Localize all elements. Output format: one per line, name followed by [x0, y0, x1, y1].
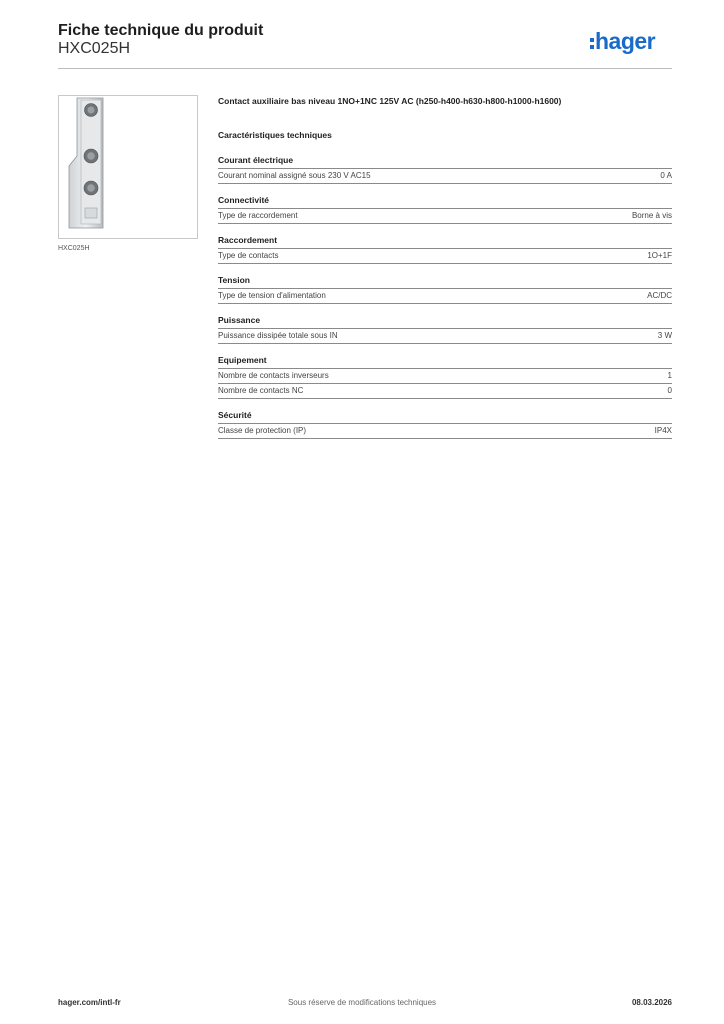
- spec-label: Classe de protection (IP): [218, 426, 307, 435]
- spec-row: [218, 384, 672, 399]
- spec-value: AC/DC: [647, 291, 672, 300]
- spec-label: Courant nominal assigné sous 230 V AC15: [218, 171, 371, 180]
- group-title: Puissance: [218, 315, 672, 329]
- footer-website-link[interactable]: hager.com/intl-fr: [58, 998, 121, 1007]
- logo-dots: [590, 38, 594, 49]
- document-title: Fiche technique du produit: [58, 22, 264, 39]
- spec-row: [218, 169, 672, 184]
- auxiliary-contact-illustration: [59, 96, 197, 238]
- spec-label: Nombre de contacts inverseurs: [218, 371, 329, 380]
- section-heading: Caractéristiques techniques: [218, 130, 332, 140]
- spec-value: Borne à vis: [631, 211, 672, 220]
- spec-group-puissance: [218, 315, 672, 344]
- spec-value: 0 A: [660, 171, 672, 180]
- spec-group-securite: [218, 410, 672, 439]
- spec-row: [218, 424, 672, 439]
- spec-value: IP4X: [654, 426, 672, 435]
- spec-row: [218, 249, 672, 264]
- spec-value: 1O+1F: [647, 251, 672, 260]
- spec-group-raccordement: [218, 235, 672, 264]
- spec-label: Type de tension d'alimentation: [218, 291, 326, 300]
- spec-label: Type de raccordement: [218, 211, 298, 220]
- group-title: Raccordement: [218, 235, 672, 249]
- group-title: Courant électrique: [218, 155, 672, 169]
- header-divider: [58, 68, 672, 69]
- footer-date: 08.03.2026: [631, 998, 672, 1007]
- spec-group-tension: [218, 275, 672, 304]
- spec-row: [218, 209, 672, 224]
- spec-row: [218, 289, 672, 304]
- group-title: Connectivité: [218, 195, 672, 209]
- group-title: Sécurité: [218, 410, 672, 424]
- hager-logo: [590, 26, 655, 56]
- spec-label: Type de contacts: [218, 251, 279, 260]
- spec-group-equipement: [218, 355, 672, 399]
- spec-group-courant: [218, 155, 672, 184]
- group-title: Tension: [218, 275, 672, 289]
- spec-row: [218, 329, 672, 344]
- spec-label: Puissance dissipée totale sous IN: [218, 331, 338, 340]
- product-description: Contact auxiliaire bas niveau 1NO+1NC 125V AC (h250-h400-h630-h800-h1000-h1600): [218, 96, 562, 106]
- spec-value: 3 W: [657, 331, 672, 340]
- group-title: Equipement: [218, 355, 672, 369]
- spec-value: 1: [667, 371, 672, 380]
- product-code: HXC025H: [58, 40, 131, 57]
- footer-disclaimer: Sous réserve de modifications techniques: [287, 998, 437, 1007]
- spec-group-connectivite: [218, 195, 672, 224]
- spec-row: [218, 369, 672, 384]
- spec-label: Nombre de contacts NC: [218, 386, 304, 395]
- spec-value: 0: [667, 386, 672, 395]
- product-image: [58, 95, 198, 239]
- logo-text: hager: [595, 27, 656, 54]
- image-caption: HXC025H: [58, 245, 90, 252]
- spec-content: [218, 96, 672, 439]
